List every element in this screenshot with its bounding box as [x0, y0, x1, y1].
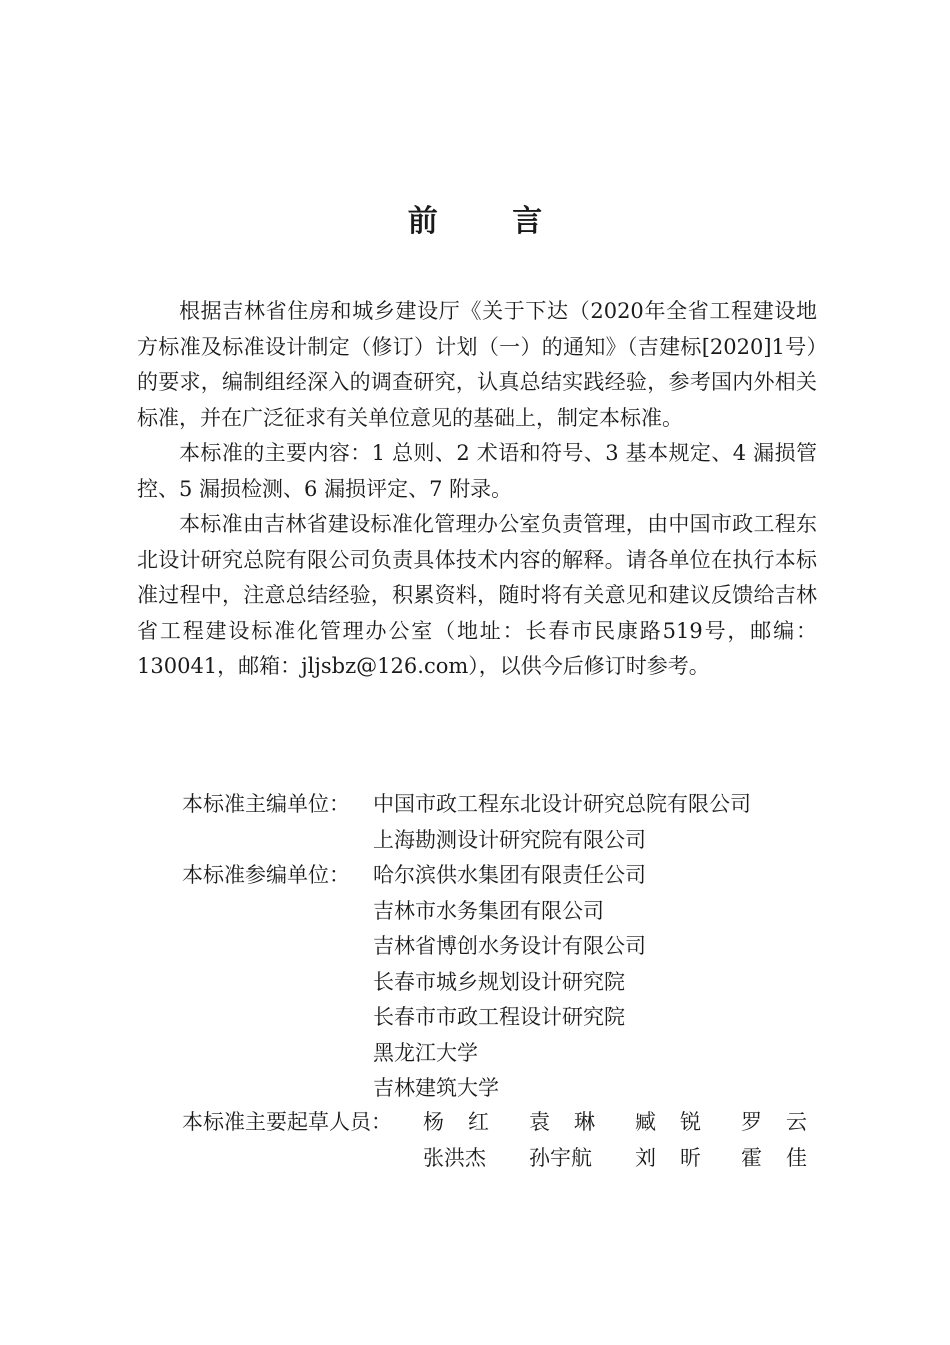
participating-editor-unit: 吉林省博创水务设计有限公司 — [373, 934, 646, 958]
participating-editor-unit: 吉林建筑大学 — [373, 1076, 499, 1100]
drafter-row — [137, 1141, 831, 1177]
participating-editor-row — [137, 1071, 827, 1107]
chief-editor-row — [137, 787, 827, 823]
chief-editor-unit: 中国市政工程东北设计研究总院有限公司 — [373, 792, 751, 816]
drafter-name: 袁琳 — [529, 1110, 619, 1134]
drafter-name: 罗云 — [741, 1110, 831, 1134]
participating-editor-row — [137, 929, 827, 965]
chief-editor-label: 本标准主编单位： — [182, 792, 350, 816]
chief-editor-row — [137, 823, 827, 859]
drafters-section — [137, 1105, 831, 1176]
paragraph-management: 本标准由吉林省建设标准化管理办公室负责管理，由中国市政工程东北设计研究总院有限公司负责具体技术内容的解释。请各单位在执行本标准过程中，注意总结经验，积累资料，随时将有关意见和建议反馈给吉林省工程建设标准化管理办公室（地址：长春市民康路519号，邮编：130041，邮箱：jljsbz@126.com），以供今后修订时参考。 — [137, 512, 817, 678]
drafters-label: 本标准主要起草人员： — [182, 1110, 392, 1134]
drafter-name: 杨红 — [423, 1110, 513, 1134]
drafter-row — [137, 1105, 831, 1141]
participating-editor-label: 本标准参编单位： — [182, 863, 350, 887]
participating-editor-row — [137, 1000, 827, 1036]
participating-editor-row — [137, 858, 827, 894]
participating-editor-unit: 吉林市水务集团有限公司 — [373, 898, 604, 923]
drafter-name: 霍佳 — [741, 1145, 831, 1170]
preface-body — [137, 294, 817, 685]
editing-units — [137, 787, 827, 1107]
drafter-name: 孙宇航 — [529, 1145, 592, 1170]
page-title: 前 言 — [407, 204, 575, 239]
paragraph-basis: 根据吉林省住房和城乡建设厅《关于下达（2020年全省工程建设地方标准及标准设计制定（修订）计划（一）的通知》（吉建标[2020]1号）的要求，编制组经深入的调查研究，认真总结实践经验，参考国内外相关标准，并在广泛征求有关单位意见的基础上，制定本标准。 — [137, 299, 817, 430]
drafter-name: 张洪杰 — [423, 1145, 486, 1170]
drafter-name: 刘昕 — [635, 1145, 725, 1170]
chief-editor-unit: 上海勘测设计研究院有限公司 — [373, 827, 646, 852]
participating-editor-unit: 哈尔滨供水集团有限责任公司 — [373, 863, 646, 887]
participating-editor-row — [137, 965, 827, 1001]
participating-editor-row — [137, 1036, 827, 1072]
participating-editor-unit: 长春市市政工程设计研究院 — [373, 1005, 625, 1029]
paragraph-contents: 本标准的主要内容：1 总则、2 术语和符号、3 基本规定、4 漏损管控、5 漏损检测、6 漏损评定、7 附录。 — [137, 441, 817, 501]
participating-editor-row — [137, 894, 827, 930]
participating-editor-unit: 黑龙江大学 — [373, 1040, 478, 1065]
participating-editor-unit: 长春市城乡规划设计研究院 — [373, 969, 625, 994]
drafter-name: 臧锐 — [635, 1110, 725, 1134]
